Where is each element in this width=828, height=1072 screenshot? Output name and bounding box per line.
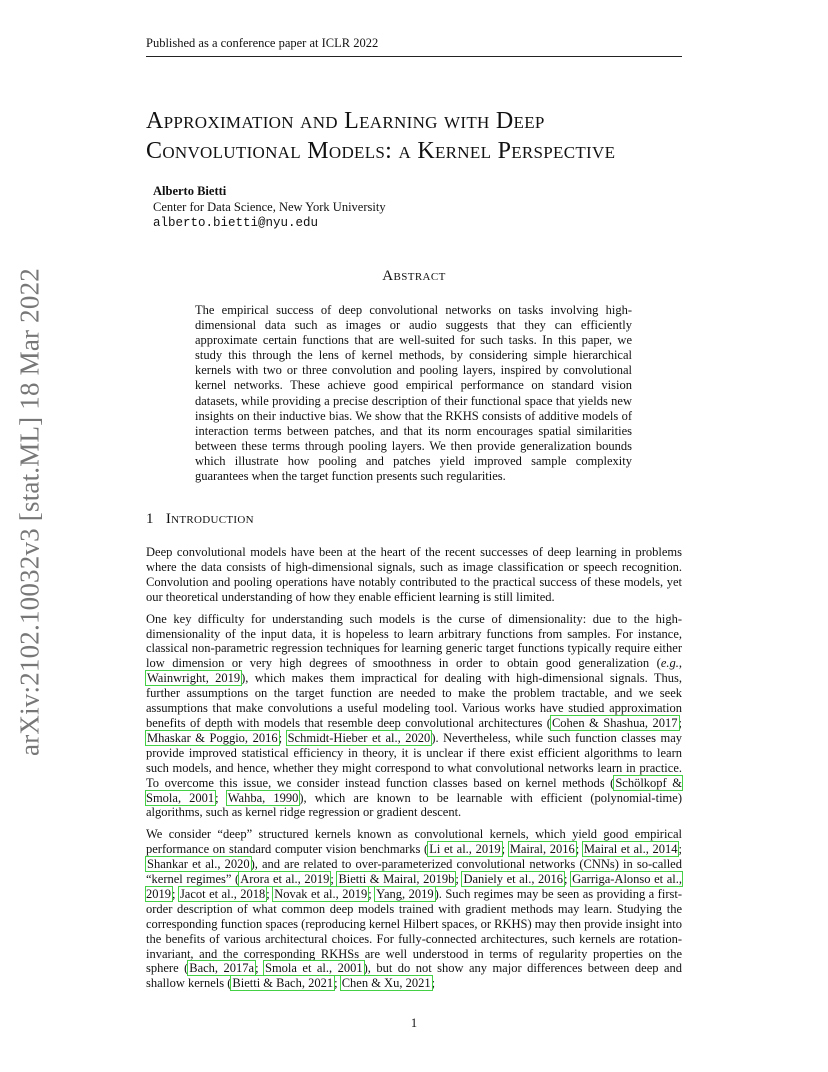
paragraph-text: One key difficulty for understanding such models is the curse of dimensionality: due to the high-dimensionality of the input data, it is hopeless to learn arbitrary functions from samples. For instance, classical non-parametric regression techniques for learning generic target functions typically require either low dimension or very high degrees of smoothness in order to obtain good generalization ( <box>146 611 682 671</box>
title-segment: earning with <box>359 108 496 134</box>
title-segment: erspective <box>511 138 616 164</box>
citation-link[interactable]: Li et al., 2019 <box>429 842 501 857</box>
title-segment: P <box>497 138 512 164</box>
title-segment: L <box>344 108 360 134</box>
title-segment: odels <box>328 138 386 164</box>
paragraph-text: ). Nevertheless, while such function classes may provide improved statistical efficiency in theory, it is unclear if there exist efficient algorithms to learn such models, and hence, whether they might correspond to what convolutional networks learn in practice. To overcome this issue, we consider instead function classes based on kernel methods ( <box>146 730 682 790</box>
section-heading <box>146 511 254 528</box>
paragraph <box>146 612 682 821</box>
paper-title <box>146 106 706 166</box>
citation-link[interactable]: Novak et al., 2019 <box>274 886 368 901</box>
citation-link[interactable]: Shankar et al., 2020 <box>147 857 250 872</box>
title-segment: onvolutional <box>162 138 308 164</box>
paragraph-text: ; <box>172 886 179 901</box>
paragraph-text: ; <box>330 872 338 887</box>
author-email[interactable]: alberto.bietti@nyu.edu <box>153 216 319 230</box>
title-segment: pproximation and <box>163 108 345 134</box>
section-number: 1 <box>146 511 154 527</box>
title-segment: ernel <box>434 138 498 164</box>
paragraph-text: ), and are related to over-parameterized convolutional networks (CNNs) in so-called “kernel regimes” ( <box>146 857 682 887</box>
title-segment: M <box>307 138 329 164</box>
paragraph-text: ; <box>255 961 264 976</box>
paragraph-text: ), but do not show any major differences between deep and shallow kernels ( <box>146 961 682 991</box>
author-affiliation: Center for Data Science, New York University <box>153 200 386 214</box>
citation-link[interactable]: Bietti & Bach, 2021 <box>232 976 334 991</box>
paragraph <box>146 827 682 991</box>
paragraph-text: ; <box>455 872 463 887</box>
citation-link[interactable]: Jacot et al., 2018 <box>179 886 266 901</box>
paragraph-text: We consider “deep” structured kernels known as convolutional kernels, which yield good empirical performance on standard computer vision benchmarks ( <box>146 827 682 857</box>
title-segment: a <box>398 138 418 164</box>
citation-link[interactable]: Chen & Xu, 2021 <box>341 976 431 991</box>
title-segment: C <box>146 138 163 164</box>
author-block <box>153 183 386 231</box>
citation-link[interactable]: Schmidt-Hieber et al., 2020 <box>287 730 431 745</box>
paragraph-text: ; <box>334 976 341 991</box>
citation-link[interactable]: Mairal et al., 2014 <box>583 842 678 857</box>
citation-link[interactable]: Arora et al., 2019 <box>240 872 330 887</box>
paragraph-text: ). Such regimes may be seen as providing a first-order description of what common deep models trained with gradient methods may learn. Studying the corresponding function spaces (reproducing kernel Hilbert spaces, or RKHS) may then provide insight into the benefits of various architectural choices. For fully-connected architectures, such kernels are rotation-invariant, and the corresponding RKHSs are well understood in terms of regularity properties on the sphere ( <box>146 886 682 976</box>
title-segment: eep <box>513 108 545 134</box>
citation-link[interactable]: Yang, 2019 <box>376 886 434 901</box>
citation-link[interactable]: Wahba, 1990 <box>227 790 299 805</box>
citation-link[interactable]: Daniely et al., 2016 <box>463 872 564 887</box>
emphasis-text: e.g. <box>660 656 679 671</box>
abstract-heading: Abstract <box>382 268 446 284</box>
paragraph <box>146 545 682 605</box>
section-title: Introduction <box>165 511 254 527</box>
citation-link[interactable]: Smola et al., 2001 <box>265 961 363 976</box>
title-segment: : <box>385 138 399 164</box>
title-segment: A <box>146 108 164 134</box>
paragraph-text: ; <box>215 790 227 805</box>
paragraph-text: ; <box>564 872 572 887</box>
citation-link[interactable]: Wainwright, 2019 <box>147 671 241 686</box>
citation-link[interactable]: Bach, 2017a <box>189 961 255 976</box>
author-name: Alberto Bietti <box>153 184 227 198</box>
citation-link[interactable]: Bietti & Mairal, 2019b <box>338 872 455 887</box>
paragraph-text: ; <box>501 842 509 857</box>
title-line-2 <box>146 136 706 166</box>
abstract-text: The empirical success of deep convolutional networks on tasks involving high-dimensional data such as images or audio suggests that they can efficiently approximate certain functions that are well-suited for such tasks. In this paper, we study this through the lens of kernel methods, by considering simple hierarchical kernels with two or three convolution and pooling layers, inspired by convolutional kernel networks. These achieve good empirical performance on standard vision datasets, while providing a precise description of their functional space that yields new insights on their inductive bias. We show that the RKHS consists of additive models of interaction terms between patches, and that its norm encourages spatial similarities between these terms through pooling layers. We then provide generalization bounds which illustrate how pooling and patches yield improved sample complexity guarantees when the target function presents such regularities. <box>195 303 632 484</box>
paragraph-text: ; <box>678 842 682 857</box>
citation-link[interactable]: Mairal, 2016 <box>509 842 575 857</box>
paragraph-text: ; <box>368 886 376 901</box>
paragraph-text: ; <box>431 976 436 991</box>
title-segment: D <box>495 108 514 134</box>
paragraph-text: ), which makes them impractical for dealing with high-dimensional signals. Thus, further assumptions on the target function are needed to make the problem tractable, and we seek assumptions that make convolutions a useful modeling tool. Various works have studied approximation benefits of depth with models that resemble deep convolutional architectures ( <box>146 671 682 730</box>
paragraph-text: ; <box>278 730 287 745</box>
page-number: 1 <box>410 1016 418 1030</box>
title-segment: K <box>417 138 435 164</box>
arxiv-identifier: arXiv:2102.10032v3 [stat.ML] 18 Mar 2022 <box>14 268 45 756</box>
arxiv-sidebar-stamp <box>10 268 50 756</box>
body-text <box>146 545 682 998</box>
paragraph-text: ; <box>266 886 274 901</box>
paragraph-text: ; <box>575 842 583 857</box>
citation-link[interactable]: Schölkopf & Smola, 2001 <box>146 775 683 805</box>
citation-link[interactable]: Garriga-Alonso et al., 2019 <box>146 872 682 901</box>
paragraph-text: Deep convolutional models have been at the heart of the recent successes of deep learning in problems where the data consists of high-dimensional signals, such as image classification or speech recognition. Convolution and pooling operations have notably contributed to the practical success of these models, yet our theoretical understanding of how they enable efficient learning is still limited. <box>146 545 682 604</box>
citation-link[interactable]: Mhaskar & Poggio, 2016 <box>147 730 278 745</box>
paragraph-text: ; <box>678 715 682 730</box>
running-header: Published as a conference paper at ICLR 2022 <box>146 36 682 57</box>
citation-link[interactable]: Cohen & Shashua, 2017 <box>551 715 678 730</box>
title-line-1 <box>146 106 706 136</box>
paragraph-text: , <box>678 656 682 671</box>
paragraph-text: ), which are known to be learnable with efficient (polynomial-time) algorithms, such as kernel ridge regression or gradient descent. <box>146 790 682 820</box>
